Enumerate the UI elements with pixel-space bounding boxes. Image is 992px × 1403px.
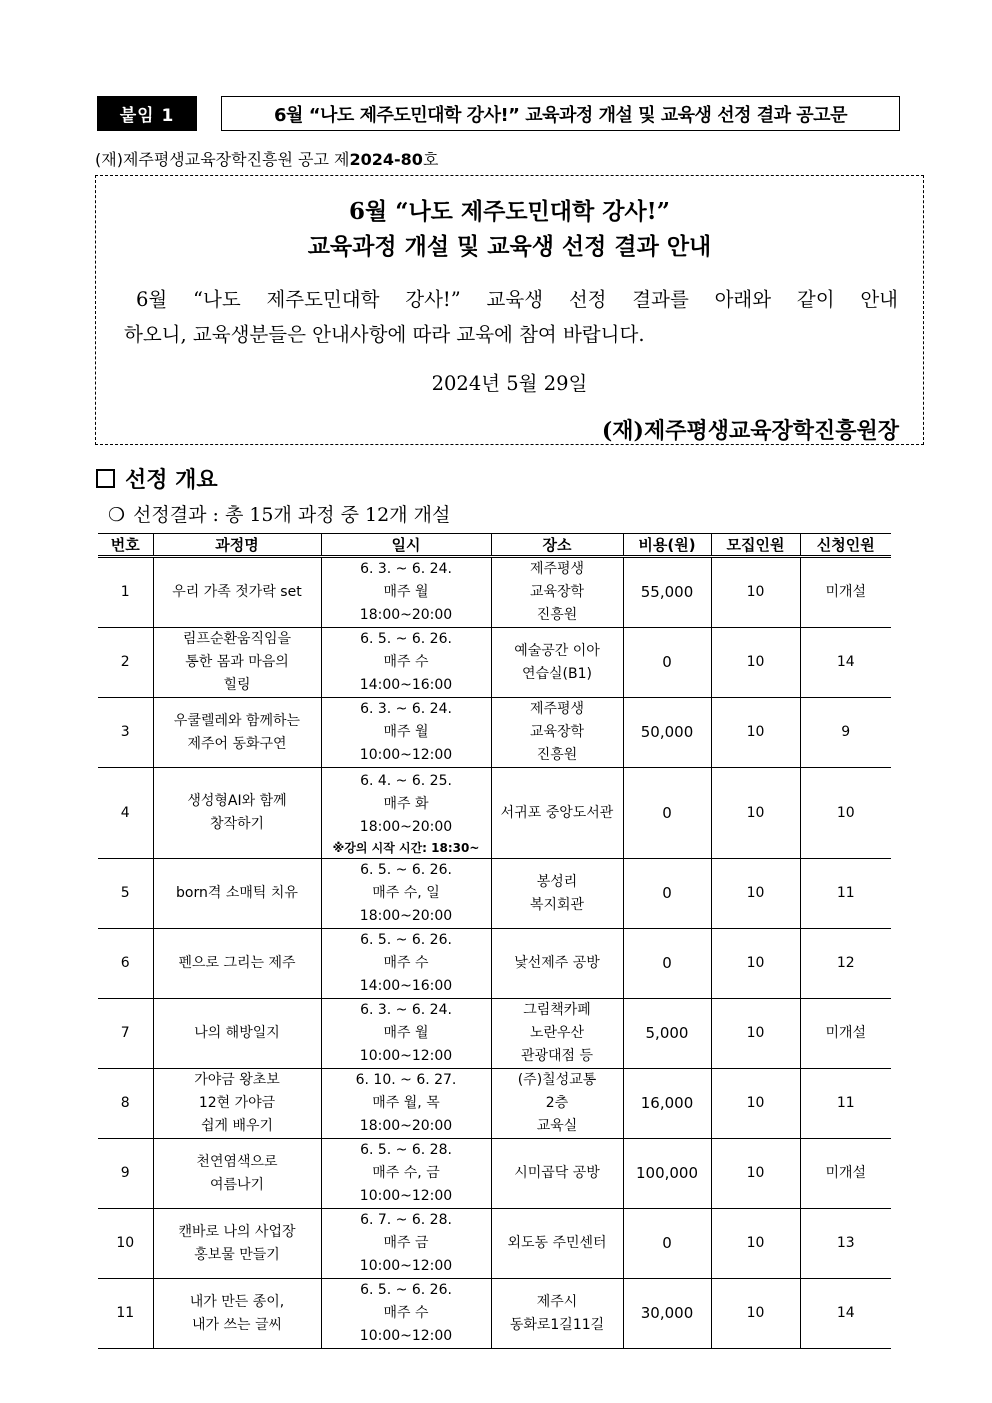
course-cost: 30,000: [623, 1279, 711, 1349]
course-schedule: [321, 1209, 491, 1279]
table-row: [98, 768, 891, 859]
course-schedule-line: 6. 3. ~ 6. 24.: [360, 701, 452, 717]
course-place-line: 복지회관: [529, 896, 585, 913]
course-name-line: born격 소매틱 치유: [176, 885, 298, 901]
course-place: [491, 859, 623, 929]
course-schedule: [321, 768, 491, 859]
course-place-line: 제주시: [536, 1293, 578, 1310]
course-name: [153, 859, 321, 929]
course-place-line: 교육실: [536, 1118, 578, 1134]
course-name-line: 12현 가야금: [198, 1095, 276, 1111]
course-place: [491, 628, 623, 698]
course-schedule-line: 매주 월, 목: [372, 1095, 440, 1111]
applied-count: 13: [800, 1209, 891, 1279]
course-name-line: 쉽게 배우기: [200, 1118, 274, 1134]
recruit-count: 10: [711, 1069, 800, 1139]
table-row: [98, 929, 891, 999]
course-name-line: 통한 몸과 마음의: [185, 654, 289, 670]
course-place-line: 노란우산: [529, 1025, 585, 1041]
course-schedule-line: 10:00~12:00: [359, 1188, 453, 1204]
course-place: [491, 698, 623, 768]
recruit-count: 10: [711, 999, 800, 1069]
notice-prefix: (재)제주평생교육장학진흥원 공고 제: [95, 150, 350, 169]
course-name-line: 홍보물 만들기: [194, 1246, 280, 1263]
row-number: 9: [98, 1139, 153, 1209]
course-schedule: [321, 1279, 491, 1349]
table-row: [98, 1209, 891, 1279]
col-header-schedule: 일시: [321, 534, 491, 557]
course-cost: 16,000: [623, 1069, 711, 1139]
checkbox-square-icon: [96, 469, 115, 488]
course-name: [153, 768, 321, 859]
col-header-no: 번호: [98, 534, 153, 557]
row-number: 7: [98, 999, 153, 1069]
recruit-count: 10: [711, 1209, 800, 1279]
recruit-count: 10: [711, 628, 800, 698]
course-place-line: 제주평생: [529, 701, 585, 717]
applied-count: 미개설: [800, 557, 891, 628]
notice-suffix: 호: [422, 150, 439, 169]
course-place-line: 교육장학: [529, 724, 585, 740]
course-place-line: 동화로1길11길: [509, 1316, 605, 1333]
course-schedule-line: 10:00~12:00: [359, 1328, 453, 1344]
col-header-recruit: 모집인원: [711, 534, 800, 557]
course-schedule-line: 매주 금: [383, 1235, 429, 1251]
course-cost: 55,000: [623, 557, 711, 628]
course-schedule-line: 매주 수, 금: [372, 1165, 440, 1181]
course-name-line: 내가 쓰는 글씨: [191, 1316, 283, 1333]
course-schedule-line: 10:00~12:00: [359, 1048, 453, 1064]
course-schedule-line: 6. 5. ~ 6. 28.: [360, 1142, 452, 1158]
course-name-line: 여름나기: [209, 1176, 265, 1193]
course-place: [491, 1069, 623, 1139]
applied-count: 미개설: [800, 1139, 891, 1209]
announcement-title-line2: 교육과정 개설 및 교육생 선정 결과 안내: [307, 233, 712, 260]
course-name-line: 캔바로 나의 사업장: [178, 1223, 296, 1240]
course-cost: 0: [623, 929, 711, 999]
recruit-count: 10: [711, 1279, 800, 1349]
table-row: [98, 557, 891, 628]
applied-count: 10: [800, 768, 891, 859]
course-schedule: [321, 557, 491, 628]
course-place-line: 서귀포 중앙도서관: [500, 804, 614, 821]
course-cost: 50,000: [623, 698, 711, 768]
row-number: 4: [98, 768, 153, 859]
course-place-line: 연습실(B1): [521, 665, 592, 682]
course-schedule: [321, 1139, 491, 1209]
course-schedule: [321, 698, 491, 768]
course-schedule-line: 18:00~20:00: [359, 908, 453, 924]
course-schedule-line: 매주 수, 일: [372, 885, 440, 901]
course-cost: 0: [623, 628, 711, 698]
course-name-line: 힐링: [223, 677, 251, 693]
course-name-line: 창작하기: [209, 816, 265, 832]
course-schedule-line: 6. 3. ~ 6. 24.: [360, 561, 452, 577]
recruit-count: 10: [711, 859, 800, 929]
course-name-line: 우리 가족 젓가락 set: [172, 584, 302, 600]
course-name: [153, 929, 321, 999]
announcement-signature: (재)제주평생교육장학진흥원장: [601, 418, 899, 444]
course-name: [153, 557, 321, 628]
course-schedule-line: 14:00~16:00: [359, 677, 453, 693]
course-name: [153, 1209, 321, 1279]
announcement-title-line1: 6월 “나도 제주도민대학 강사!”: [349, 198, 670, 225]
course-name-line: 림프순환움직임을: [182, 631, 292, 647]
course-place: [491, 1279, 623, 1349]
announcement-date: 2024년 5월 29일: [431, 372, 588, 395]
applied-count: 14: [800, 628, 891, 698]
course-place: [491, 999, 623, 1069]
course-place-line: 2층: [545, 1095, 569, 1111]
course-schedule-line: 6. 7. ~ 6. 28.: [360, 1212, 452, 1228]
course-schedule: [321, 859, 491, 929]
row-number: 11: [98, 1279, 153, 1349]
applied-count: 14: [800, 1279, 891, 1349]
row-number: 3: [98, 698, 153, 768]
notice-number-value: 2024-80: [349, 150, 423, 169]
course-place-line: 그림책카페: [523, 1002, 591, 1018]
course-name: [153, 1279, 321, 1349]
course-schedule-line: 14:00~16:00: [359, 978, 453, 994]
course-cost: 0: [623, 768, 711, 859]
recruit-count: 10: [711, 557, 800, 628]
section-heading-text: 선정 개요: [125, 468, 218, 493]
row-number: 10: [98, 1209, 153, 1279]
circle-bullet-icon: ❍: [108, 504, 126, 526]
section-heading: [96, 463, 218, 494]
course-schedule-line: 매주 수: [383, 1305, 429, 1321]
notice-number: [95, 147, 438, 170]
course-schedule-line: 매주 화: [383, 795, 429, 812]
course-place-line: 외도동 주민센터: [507, 1235, 607, 1251]
course-place-line: 예술공간 이아: [514, 642, 600, 659]
course-schedule-line: 매주 수: [383, 654, 429, 670]
row-number: 6: [98, 929, 153, 999]
course-schedule-line: 매주 월: [383, 584, 429, 600]
applied-count: 12: [800, 929, 891, 999]
course-schedule-line: 18:00~20:00: [359, 607, 453, 623]
course-schedule-line: 6. 10. ~ 6. 27.: [355, 1072, 457, 1088]
course-place-line: 봉성리: [536, 873, 578, 890]
course-cost: 5,000: [623, 999, 711, 1069]
course-name: [153, 999, 321, 1069]
course-schedule-line: 10:00~12:00: [359, 747, 453, 763]
attachment-badge: 붙임 1: [97, 96, 197, 131]
course-place-line: 관광대점 등: [520, 1048, 594, 1064]
course-place-line: 시미곱닥 공방: [514, 1165, 600, 1181]
course-schedule-line: 18:00~20:00: [359, 818, 453, 835]
applied-count: 9: [800, 698, 891, 768]
recruit-count: 10: [711, 1139, 800, 1209]
course-name-line: 제주어 동화구연: [187, 735, 287, 752]
row-number: 5: [98, 859, 153, 929]
selection-result-text: 선정결과 : 총 15개 과정 중 12개 개설: [133, 504, 451, 526]
table-row: [98, 1069, 891, 1139]
course-place: [491, 1139, 623, 1209]
row-number: 1: [98, 557, 153, 628]
course-place: [491, 557, 623, 628]
course-schedule: [321, 929, 491, 999]
row-number: 2: [98, 628, 153, 698]
course-place-line: 진흥원: [536, 607, 578, 623]
applied-count: 11: [800, 859, 891, 929]
course-schedule-line: 매주 월: [383, 1025, 429, 1041]
course-schedule-line: 6. 5. ~ 6. 26.: [360, 932, 452, 948]
course-cost: 100,000: [623, 1139, 711, 1209]
course-name-line: 생성형AI와 함께: [187, 793, 287, 809]
course-name: [153, 1139, 321, 1209]
selection-result: [108, 500, 450, 527]
table-row: [98, 628, 891, 698]
announcement-body-line1: 6월 “나도 제주도민대학 강사!” 교육생 선정 결과를 아래와 같이 안내: [136, 288, 898, 311]
course-place-line: 교육장학: [529, 584, 585, 600]
col-header-place: 장소: [491, 534, 623, 557]
applied-count: 미개설: [800, 999, 891, 1069]
course-cost: 0: [623, 1209, 711, 1279]
course-place: [491, 929, 623, 999]
course-place-line: 낯선제주 공방: [514, 955, 600, 971]
course-schedule-line: 6. 3. ~ 6. 24.: [360, 1002, 452, 1018]
course-schedule-line: 6. 4. ~ 6. 25.: [360, 772, 452, 789]
course-schedule-line: 매주 월: [383, 724, 429, 740]
table-row: [98, 859, 891, 929]
course-name-line: 가야금 왕초보: [194, 1072, 280, 1088]
table-row: [98, 1279, 891, 1349]
schedule-note: ※강의 시작 시간: 18:30~: [332, 840, 480, 855]
table-header-row: [98, 534, 891, 557]
course-schedule-line: 10:00~12:00: [359, 1258, 453, 1274]
announcement-body-line2: 하오니, 교육생분들은 안내사항에 따라 교육에 참여 바랍니다.: [124, 323, 645, 346]
row-number: 8: [98, 1069, 153, 1139]
course-place: [491, 768, 623, 859]
course-place-line: 진흥원: [536, 747, 578, 763]
course-schedule-line: 매주 수: [383, 955, 429, 971]
course-name-line: 내가 만든 종이,: [189, 1293, 285, 1310]
course-name-line: 나의 해방일지: [194, 1025, 280, 1041]
recruit-count: 10: [711, 698, 800, 768]
col-header-course: 과정명: [153, 534, 321, 557]
course-schedule: [321, 1069, 491, 1139]
course-place-line: (주)칠성교통: [517, 1072, 597, 1088]
course-schedule-line: 6. 5. ~ 6. 26.: [360, 862, 452, 878]
course-schedule: [321, 999, 491, 1069]
table-row: [98, 999, 891, 1069]
course-name: [153, 1069, 321, 1139]
course-schedule-line: 6. 5. ~ 6. 26.: [360, 1282, 452, 1298]
course-schedule-line: 6. 5. ~ 6. 26.: [360, 631, 452, 647]
recruit-count: 10: [711, 929, 800, 999]
document-title: 6월 “나도 제주도민대학 강사!” 교육과정 개설 및 교육생 선정 결과 공고문: [221, 96, 900, 131]
course-name: [153, 628, 321, 698]
recruit-count: 10: [711, 768, 800, 859]
applied-count: 11: [800, 1069, 891, 1139]
announcement-box: [95, 175, 924, 445]
course-table: [98, 533, 891, 1349]
course-name-line: 펜으로 그리는 제주: [178, 955, 296, 971]
course-schedule-line: 18:00~20:00: [359, 1118, 453, 1134]
course-place: [491, 1209, 623, 1279]
course-schedule: [321, 628, 491, 698]
table-row: [98, 1139, 891, 1209]
table-row: [98, 698, 891, 768]
course-name-line: 우쿨렐레와 함께하는: [173, 712, 301, 729]
col-header-applied: 신청인원: [800, 534, 891, 557]
course-cost: 0: [623, 859, 711, 929]
course-place-line: 제주평생: [529, 561, 585, 577]
course-name-line: 천연염색으로: [196, 1153, 278, 1170]
col-header-cost: 비용(원): [623, 534, 711, 557]
course-name: [153, 698, 321, 768]
